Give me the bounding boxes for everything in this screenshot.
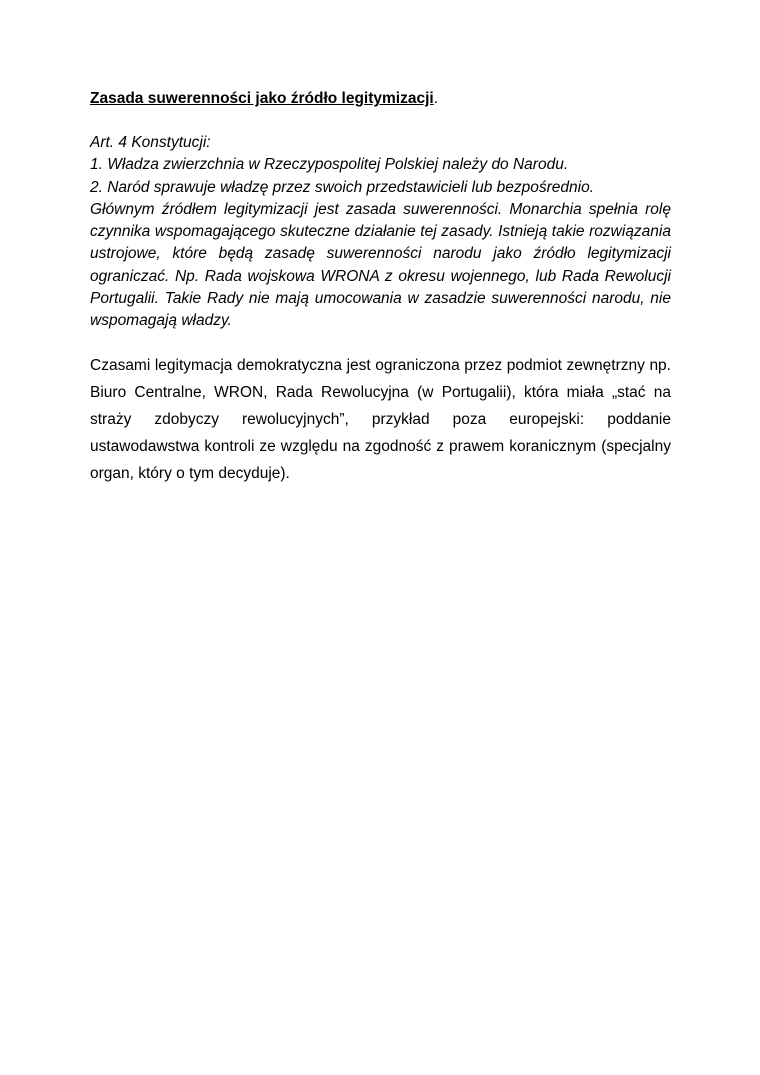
- article-point-2: 2. Naród sprawuje władzę przez swoich przedstawicieli lub bezpośrednio.: [90, 178, 594, 196]
- heading-punctuation: .: [433, 90, 439, 107]
- article-block: [90, 132, 671, 333]
- article-title: Art. 4 Konstytucji:: [90, 134, 211, 151]
- document-page: [90, 88, 671, 488]
- heading-text: Zasada suwerenności jako źródło legitymizacji: [90, 90, 434, 107]
- legitimization-paragraph: Głównym źródłem legitymizacji jest zasada suwerenności. Monarchia spełnia rolę czynnika wspomagającego skuteczne działanie tej zasady. Istnieją takie rozwiązania ustrojowe, które będą zasadę suwerenności narodu jako źródło legitymizacji ograniczać. Np. Rada wojskowa WRONA z okresu wojennego, lub Rada Rewolucji Portugalii. Takie Rady nie mają umocowania w zasadzie suwerenności narodu, nie wspomagają władzy.: [90, 200, 671, 330]
- article-point-1: 1. Władza zwierzchnia w Rzeczypospolitej Polskiej należy do Narodu.: [90, 156, 569, 174]
- democratic-legitimacy-paragraph: Czasami legitymacja demokratyczna jest ograniczona przez podmiot zewnętrzny np. Biuro Centralne, WRON, Rada Rewolucyjna (w Portugalii), która miała „stać na straży zdobyczy rewolucyjnych”, przykład poza europejski: poddanie ustawodawstwa kontroli ze względu na zgodność z prawem koranicznym (specjalny organ, który o tym decyduje).: [90, 356, 671, 483]
- document-heading: [90, 88, 671, 110]
